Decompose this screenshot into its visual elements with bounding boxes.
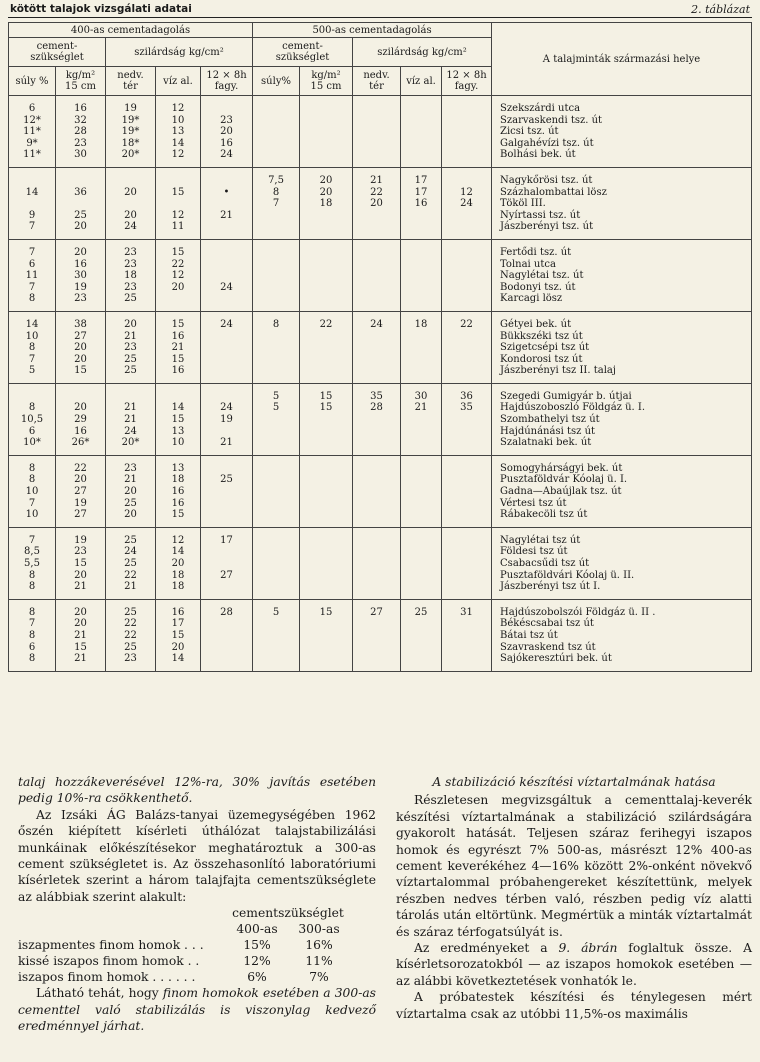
table-cell: 12 24 xyxy=(442,167,492,239)
table-cell: 20 20 18 xyxy=(300,167,353,239)
table-cell: 28 xyxy=(201,599,253,671)
origin-cell: Gétyei bek. út Bükkszéki tsz út Szigetcsépi tsz út Kondorosi tsz út Jászberényi tsz II. talaj xyxy=(492,311,752,383)
table-cell: 8 xyxy=(253,311,300,383)
table-row-group xyxy=(9,311,752,383)
right-text-column xyxy=(396,774,752,1022)
subheader-cell: kg/m² 15 cm xyxy=(300,67,353,96)
table-cell: 6 12* 11* 9* 11* xyxy=(9,96,56,168)
table-cell: 15 16 21 15 16 xyxy=(156,311,201,383)
table-cell: 22 xyxy=(300,311,353,383)
table-cell: 5 5 xyxy=(253,383,300,455)
table-cell xyxy=(300,527,353,599)
table-cell xyxy=(253,527,300,599)
group-400-header: 400-as cementadagolás xyxy=(9,23,253,38)
p2-lead: Az eredményeket a xyxy=(414,941,559,956)
table-cell xyxy=(353,455,401,527)
table-cell: 15 12 11 xyxy=(156,167,201,239)
table-cell: 20 20 21 15 21 xyxy=(56,599,106,671)
table-cell: 8 7 8 6 8 xyxy=(9,599,56,671)
table-cell: 23 23 18 23 25 xyxy=(106,239,156,311)
table-cell: 23 21 20 25 20 xyxy=(106,455,156,527)
need-400-header: cement- szükséglet xyxy=(9,38,106,67)
table-cell: 20 20 24 xyxy=(106,167,156,239)
table-cell: 7,5 8 7 xyxy=(253,167,300,239)
table-row-group xyxy=(9,167,752,239)
subheader-cell: víz al. xyxy=(401,67,442,96)
table-cell xyxy=(253,455,300,527)
left-paragraph-3 xyxy=(18,985,376,1034)
cement-row-name: iszapos finom homok . . . . . . xyxy=(18,970,196,985)
cement-row-400: 12% xyxy=(243,954,271,969)
table-cell xyxy=(442,527,492,599)
table-cell: 14 9 7 xyxy=(9,167,56,239)
table-cell: 20 21 23 25 25 xyxy=(106,311,156,383)
subheader-cell: súly% xyxy=(253,67,300,96)
cement-row-400: 15% xyxy=(243,938,271,953)
right-paragraph-2 xyxy=(396,940,752,989)
table-row-group xyxy=(9,527,752,599)
table-cell: 38 27 20 20 15 xyxy=(56,311,106,383)
table-cell: 20 16 30 19 23 xyxy=(56,239,106,311)
table-cell xyxy=(253,239,300,311)
table-cell: 15 xyxy=(300,599,353,671)
table-cell xyxy=(353,239,401,311)
table-cell: 36 35 xyxy=(442,383,492,455)
cement-row-300: 16% xyxy=(305,938,333,953)
cement-row-name: kissé iszapos finom homok . . xyxy=(18,954,200,969)
page-header xyxy=(8,3,752,18)
right-paragraph-3: A próbatestek készítési és ténylegesen mért víztartalma csak az utóbbi 11,5%-os maximális xyxy=(396,990,752,1021)
table-cell: 25 xyxy=(201,455,253,527)
table-cell xyxy=(401,455,442,527)
running-title: kötött talajok vizsgálati adatai xyxy=(10,3,192,15)
origin-cell: Nagykőrösi tsz. út Százhalombattai lösz Tököl III. Nyírtassi tsz. út Jászberényi tsz. út xyxy=(492,167,752,239)
table-cell xyxy=(353,96,401,168)
table-cell: 36 25 20 xyxy=(56,167,106,239)
left-text-column xyxy=(18,774,376,1034)
table-cell: 22 20 27 19 27 xyxy=(56,455,106,527)
table-row-group xyxy=(9,599,752,671)
cement-row-400: 6% xyxy=(247,970,267,985)
subheader-cell: víz al. xyxy=(156,67,201,96)
table-cell xyxy=(442,96,492,168)
subheader-cell: 12 × 8h fagy. xyxy=(442,67,492,96)
origin-cell: Szegedi Gumigyár b. útjai Hajdúszoboszló Földgáz ü. I. Szombathelyi tsz út Hajdúnánási tsz út Szalatnaki bek. út xyxy=(492,383,752,455)
table-row-group xyxy=(9,96,752,168)
table-cell: 5 xyxy=(253,599,300,671)
subheader-cell: súly % xyxy=(9,67,56,96)
table-cell: • 21 xyxy=(201,167,253,239)
table-cell: 16 17 15 20 14 xyxy=(156,599,201,671)
cement-col-400: 400-as xyxy=(236,922,278,937)
table-cell: 35 28 xyxy=(353,383,401,455)
table-cell xyxy=(401,96,442,168)
table-cell xyxy=(401,527,442,599)
table-cell xyxy=(300,455,353,527)
strength-400-header: szilárdság kg/cm² xyxy=(106,38,253,67)
need-500-header: cement- szükséglet xyxy=(253,38,353,67)
section-heading: A stabilizáció készítési víztartalmának hatása xyxy=(432,775,716,789)
cement-need-table xyxy=(18,905,352,985)
strength-500-header: szilárdság kg/cm² xyxy=(353,38,492,67)
table-cell: 8 10,5 6 10* xyxy=(9,383,56,455)
table-cell: 21 21 24 20* xyxy=(106,383,156,455)
table-cell: 24 xyxy=(201,239,253,311)
table-cell xyxy=(253,96,300,168)
cement-row-name: iszapmentes finom homok . . . xyxy=(18,938,204,953)
table-cell: 19 23 15 20 21 xyxy=(56,527,106,599)
table-cell xyxy=(353,527,401,599)
table-cell xyxy=(442,455,492,527)
table-cell: 15 22 12 20 xyxy=(156,239,201,311)
table-cell: 7 8,5 5,5 8 8 xyxy=(9,527,56,599)
origin-header: A talajminták származási helye xyxy=(492,23,752,96)
table-cell: 14 15 13 10 xyxy=(156,383,201,455)
table-cell: 31 xyxy=(442,599,492,671)
right-paragraph-1: Részletesen megvizsgáltuk a cementtalaj-keverék készítési víztartalmának a stabilizáció szilárdságára gyakorolt hatását. Teljesen száraz ferihegyi iszapos homok és egyrészt 7% 500-as, másrészt 12% 400-as cement keverékéhez 4—16% között 2%-onként növekvő víztartalommal próbahengereket készítettünk, melyek részben nedves térben való, részben pedig víz alatti tárolás után eltörtünk. Megmértük a minták víztartalmát és száraz térfogatsúlyát is. xyxy=(396,793,752,939)
table-cell: 24 xyxy=(201,311,253,383)
subheader-cell: kg/m² 15 cm xyxy=(56,67,106,96)
origin-cell: Nagylétai tsz út Földesi tsz út Csabacsűdi tsz út Pusztaföldvári Kóolaj ü. II. Jászberényi tsz út I. xyxy=(492,527,752,599)
table-cell xyxy=(300,96,353,168)
table-cell: 24 xyxy=(353,311,401,383)
soil-test-table xyxy=(8,22,752,672)
table-cell: 12 14 20 18 18 xyxy=(156,527,201,599)
table-cell: 20 29 16 26* xyxy=(56,383,106,455)
table-row-group xyxy=(9,383,752,455)
table-cell: 25 22 22 25 23 xyxy=(106,599,156,671)
table-cell: 14 10 8 7 5 xyxy=(9,311,56,383)
table-cell xyxy=(442,239,492,311)
origin-cell: Szekszárdi utca Szarvaskendi tsz. út Zicsi tsz. út Galgahévízi tsz. út Bolhási bek. út xyxy=(492,96,752,168)
table-cell: 18 xyxy=(401,311,442,383)
figure-ref: 9. ábrán xyxy=(558,941,618,956)
table-cell: 30 21 xyxy=(401,383,442,455)
cement-row-300: 11% xyxy=(305,954,333,969)
cement-col-300: 300-as xyxy=(298,922,340,937)
table-cell: 21 22 20 xyxy=(353,167,401,239)
table-cell: 12 10 13 14 12 xyxy=(156,96,201,168)
subheader-cell: nedv. tér xyxy=(106,67,156,96)
conclusion-emphasis: finom homokok esetében a 300-as cementtel való stabilizálás is viszonylag kedvező eredménnyel járhat. xyxy=(18,986,376,1034)
table-cell: 23 20 16 24 xyxy=(201,96,253,168)
table-cell: 8 8 10 7 10 xyxy=(9,455,56,527)
subheader-cell: 12 × 8h fagy. xyxy=(201,67,253,96)
table-cell: 19 19* 19* 18* 20* xyxy=(106,96,156,168)
left-paragraph-1: talaj hozzákeverésével 12%-ra, 30% javítás esetében pedig 10%-ra csökkenthető. xyxy=(18,775,376,806)
conclusion-lead: Látható tehát, hogy xyxy=(36,986,163,1001)
table-cell: 17 27 xyxy=(201,527,253,599)
table-cell: 25 xyxy=(401,599,442,671)
table-cell: 13 18 16 16 15 xyxy=(156,455,201,527)
origin-cell: Somogyhárságyi bek. út Pusztaföldvár Kóolaj ü. I. Gadna—Abaújlak tsz. út Vértesi tsz út Rábakecöli tsz út xyxy=(492,455,752,527)
table-cell: 27 xyxy=(353,599,401,671)
group-500-header: 500-as cementadagolás xyxy=(253,23,492,38)
p2-tail: foglaltuk össze. A kísérletsorozatokból — az iszapos homokok esetében — az alábbi következtetések vonhatók le. xyxy=(396,941,752,988)
table-cell: 16 32 28 23 30 xyxy=(56,96,106,168)
origin-cell: Fertődi tsz. út Tolnai utca Nagylétai tsz. út Bodonyi tsz. út Karcagi lösz xyxy=(492,239,752,311)
left-paragraph-2: Az Izsáki ÁG Balázs-tanyai üzemegységében 1962 őszén kiépített kísérleti úthálózat talajstabilizálási munkáinak előkészítésekor meghatároztuk a 300-as cement szükségletet is. Az összehasonlító laboratóriumi kísérletek szerint a három talajfajta cementszükséglete az alábbiak szerint alakult: xyxy=(18,807,376,904)
table-cell xyxy=(300,239,353,311)
table-cell: 7 6 11 7 8 xyxy=(9,239,56,311)
table-cell: 25 24 25 22 21 xyxy=(106,527,156,599)
table-cell: 17 17 16 xyxy=(401,167,442,239)
subheader-cell: nedv. tér xyxy=(353,67,401,96)
table-row-group xyxy=(9,239,752,311)
table-cell: 15 15 xyxy=(300,383,353,455)
table-number: 2. táblázat xyxy=(691,3,750,16)
origin-cell: Hajdúszobolszói Földgáz ü. II . Békéscsabai tsz út Bátai tsz út Szavraskend tsz út Sajókeresztúri bek. út xyxy=(492,599,752,671)
cement-row-300: 7% xyxy=(309,970,329,985)
table-cell: 24 19 21 xyxy=(201,383,253,455)
table-cell: 22 xyxy=(442,311,492,383)
cement-need-head: cementszükséglet xyxy=(232,906,344,921)
table-row-group xyxy=(9,455,752,527)
table-cell xyxy=(401,239,442,311)
